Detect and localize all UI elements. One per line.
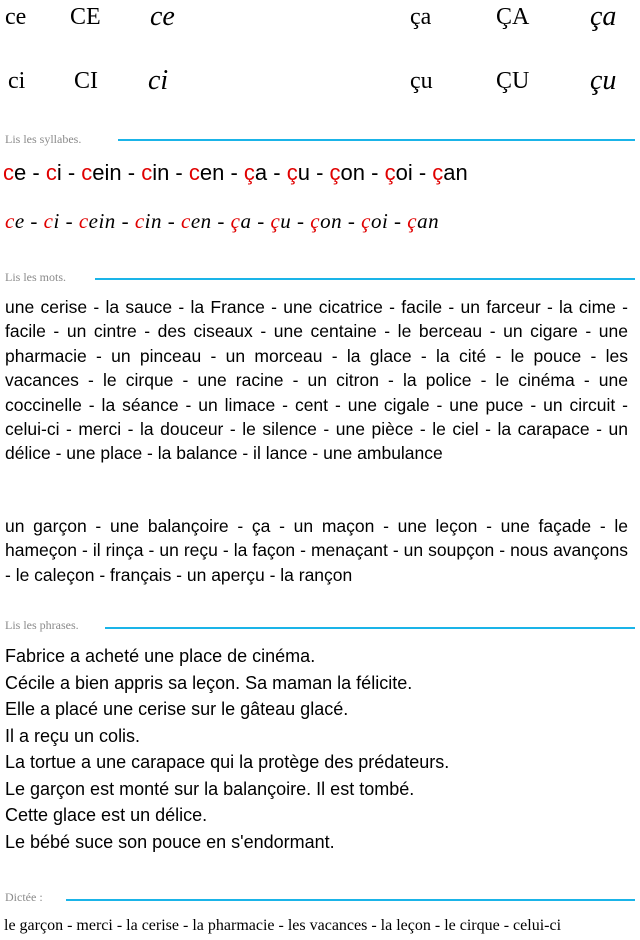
syllable-separator: - (342, 209, 362, 233)
syllable-separator: - (412, 160, 433, 185)
phrase-line: Elle a placé une cerise sur le gâteau glacé. (5, 699, 349, 719)
letters-ca-lower: ça (410, 4, 432, 30)
syllable-rest: a (254, 160, 268, 185)
syllable-red-letter: c (134, 209, 145, 233)
syllables-rule (118, 139, 635, 141)
phrase-line: La tortue a une carapace qui la protège des prédateurs. (5, 752, 450, 772)
syllable-separator: - (61, 160, 82, 185)
syllable-separator: - (211, 209, 231, 233)
syllable-red-letter: c (3, 160, 14, 185)
syllable-red-letter: c (5, 209, 15, 233)
syllable-rest: e (14, 160, 27, 185)
syllable-red-letter: c (141, 160, 153, 185)
syllable-separator: - (365, 160, 385, 185)
syllable-rest: u (280, 209, 292, 233)
phrase-line: Fabrice a acheté une place de cinéma. (5, 646, 316, 666)
phrases-list (5, 643, 635, 855)
syllable-red-letter: ç (270, 209, 281, 233)
words-paragraph-1: une cerise - la sauce - la France - une cicatrice - facile - un farceur - la cime - facile - un cintre - des ciseaux - une centaine - le berceau - un cigare - une pharmacie - un pinceau - un morceau - la glace - la cité - le pouce - les vacances - le cirque - une racine - un citron - la police - le cinéma - une coccinelle - la séance - un limace - cent - une cigale - une puce - un circuit - celui-ci - merci - la douceur - le silence - une pièce - le ciel - la carapace - un délice - une place - la balance - il lance - une ambulance (5, 297, 628, 464)
syllable-rest: en (199, 160, 225, 185)
syllable-red-letter: ç (384, 160, 396, 185)
letters-ci-lower: ci (8, 68, 26, 94)
syllable-rest: in (152, 160, 170, 185)
syllable-red-letter: ç (286, 160, 298, 185)
letters-ca-script: ça (590, 1, 617, 32)
syllable-red-letter: ç (432, 160, 444, 185)
syllable-separator: - (59, 209, 79, 233)
syllable-separator: - (224, 160, 244, 185)
phrase-line: Le bébé suce son pouce en s'endormant. (5, 831, 335, 852)
syllable-red-letter: c (81, 160, 93, 185)
syllable-red-letter: c (180, 209, 191, 233)
dictee-text: le garçon - merci - la cerise - la pharmacie - les vacances - la leçon - le cirque - celui-ci (4, 917, 562, 934)
syllable-separator: - (115, 209, 135, 233)
syllable-separator: - (309, 160, 330, 185)
syllable-separator: - (251, 209, 271, 233)
syllable-separator: - (169, 160, 189, 185)
syllable-red-letter: c (188, 160, 200, 185)
words-paragraph-2: un garçon - une balançoire - ça - un maçon - une leçon - une façade - le hameçon - il rinça - un reçu - la façon - menaçant - un soupçon - nous avançons - le caleçon - français - un aperçu - la rançon (5, 516, 628, 585)
syllable-separator: - (161, 209, 181, 233)
syllable-rest: a (240, 209, 252, 233)
letters-ca-upper: ÇA (496, 4, 530, 30)
syllable-separator: - (121, 160, 142, 185)
syllable-red-letter: c (45, 160, 57, 185)
syllable-rest: ein (92, 160, 122, 185)
syllable-rest: u (297, 160, 310, 185)
dictee-rule (66, 899, 635, 901)
syllables-script-row (5, 209, 439, 234)
syllable-separator: - (26, 160, 46, 185)
phrase-line: Il a reçu un colis. (5, 725, 141, 746)
syllable-red-letter: ç (310, 209, 321, 233)
syllable-red-letter: ç (243, 160, 255, 185)
syllable-rest: in (144, 209, 162, 233)
syllable-rest: on (340, 160, 366, 185)
syllable-rest: on (320, 209, 343, 233)
syllable-separator: - (267, 160, 287, 185)
syllable-rest: oi (395, 160, 413, 185)
syllable-red-letter: ç (407, 209, 418, 233)
words-label: Lis les mots. (5, 270, 67, 284)
dictee-label: Dictée : (5, 890, 43, 904)
words-rule (95, 278, 635, 280)
letters-ce-script: ce (150, 1, 175, 32)
phrase-line: Cécile a bien appris sa leçon. Sa maman la félicite. (5, 672, 413, 693)
letters-cu-script: çu (590, 65, 617, 96)
syllable-rest: i (53, 209, 60, 233)
syllable-red-letter: c (78, 209, 89, 233)
syllables-label: Lis les syllabes. (5, 132, 82, 146)
syllable-red-letter: ç (230, 209, 241, 233)
syllable-red-letter: ç (329, 160, 341, 185)
syllable-rest: e (14, 209, 25, 233)
letters-ci-upper: CI (74, 68, 98, 94)
phrase-line: Le garçon est monté sur la balançoire. Il est tombé. (5, 778, 415, 799)
syllable-rest: i (56, 160, 62, 185)
syllable-rest: ein (88, 209, 116, 233)
syllable-red-letter: c (43, 209, 54, 233)
syllables-print-row (3, 160, 468, 186)
syllable-separator: - (388, 209, 408, 233)
phrases-rule (105, 627, 635, 629)
syllable-rest: an (443, 160, 468, 185)
letters-ci-script: ci (148, 65, 169, 96)
phrases-label: Lis les phrases. (5, 618, 79, 632)
syllable-rest: an (417, 209, 440, 233)
phrase-line: Cette glace est un délice. (5, 805, 208, 825)
syllable-red-letter: ç (361, 209, 371, 233)
letters-cu-upper: ÇU (496, 68, 530, 94)
letters-cu-lower: çu (410, 68, 433, 94)
syllable-rest: oi (370, 209, 389, 233)
letters-ce-lower: ce (5, 4, 27, 30)
syllable-rest: en (190, 209, 212, 233)
letters-ce-upper: CE (70, 4, 101, 30)
syllable-separator: - (291, 209, 311, 233)
syllable-separator: - (24, 209, 44, 233)
